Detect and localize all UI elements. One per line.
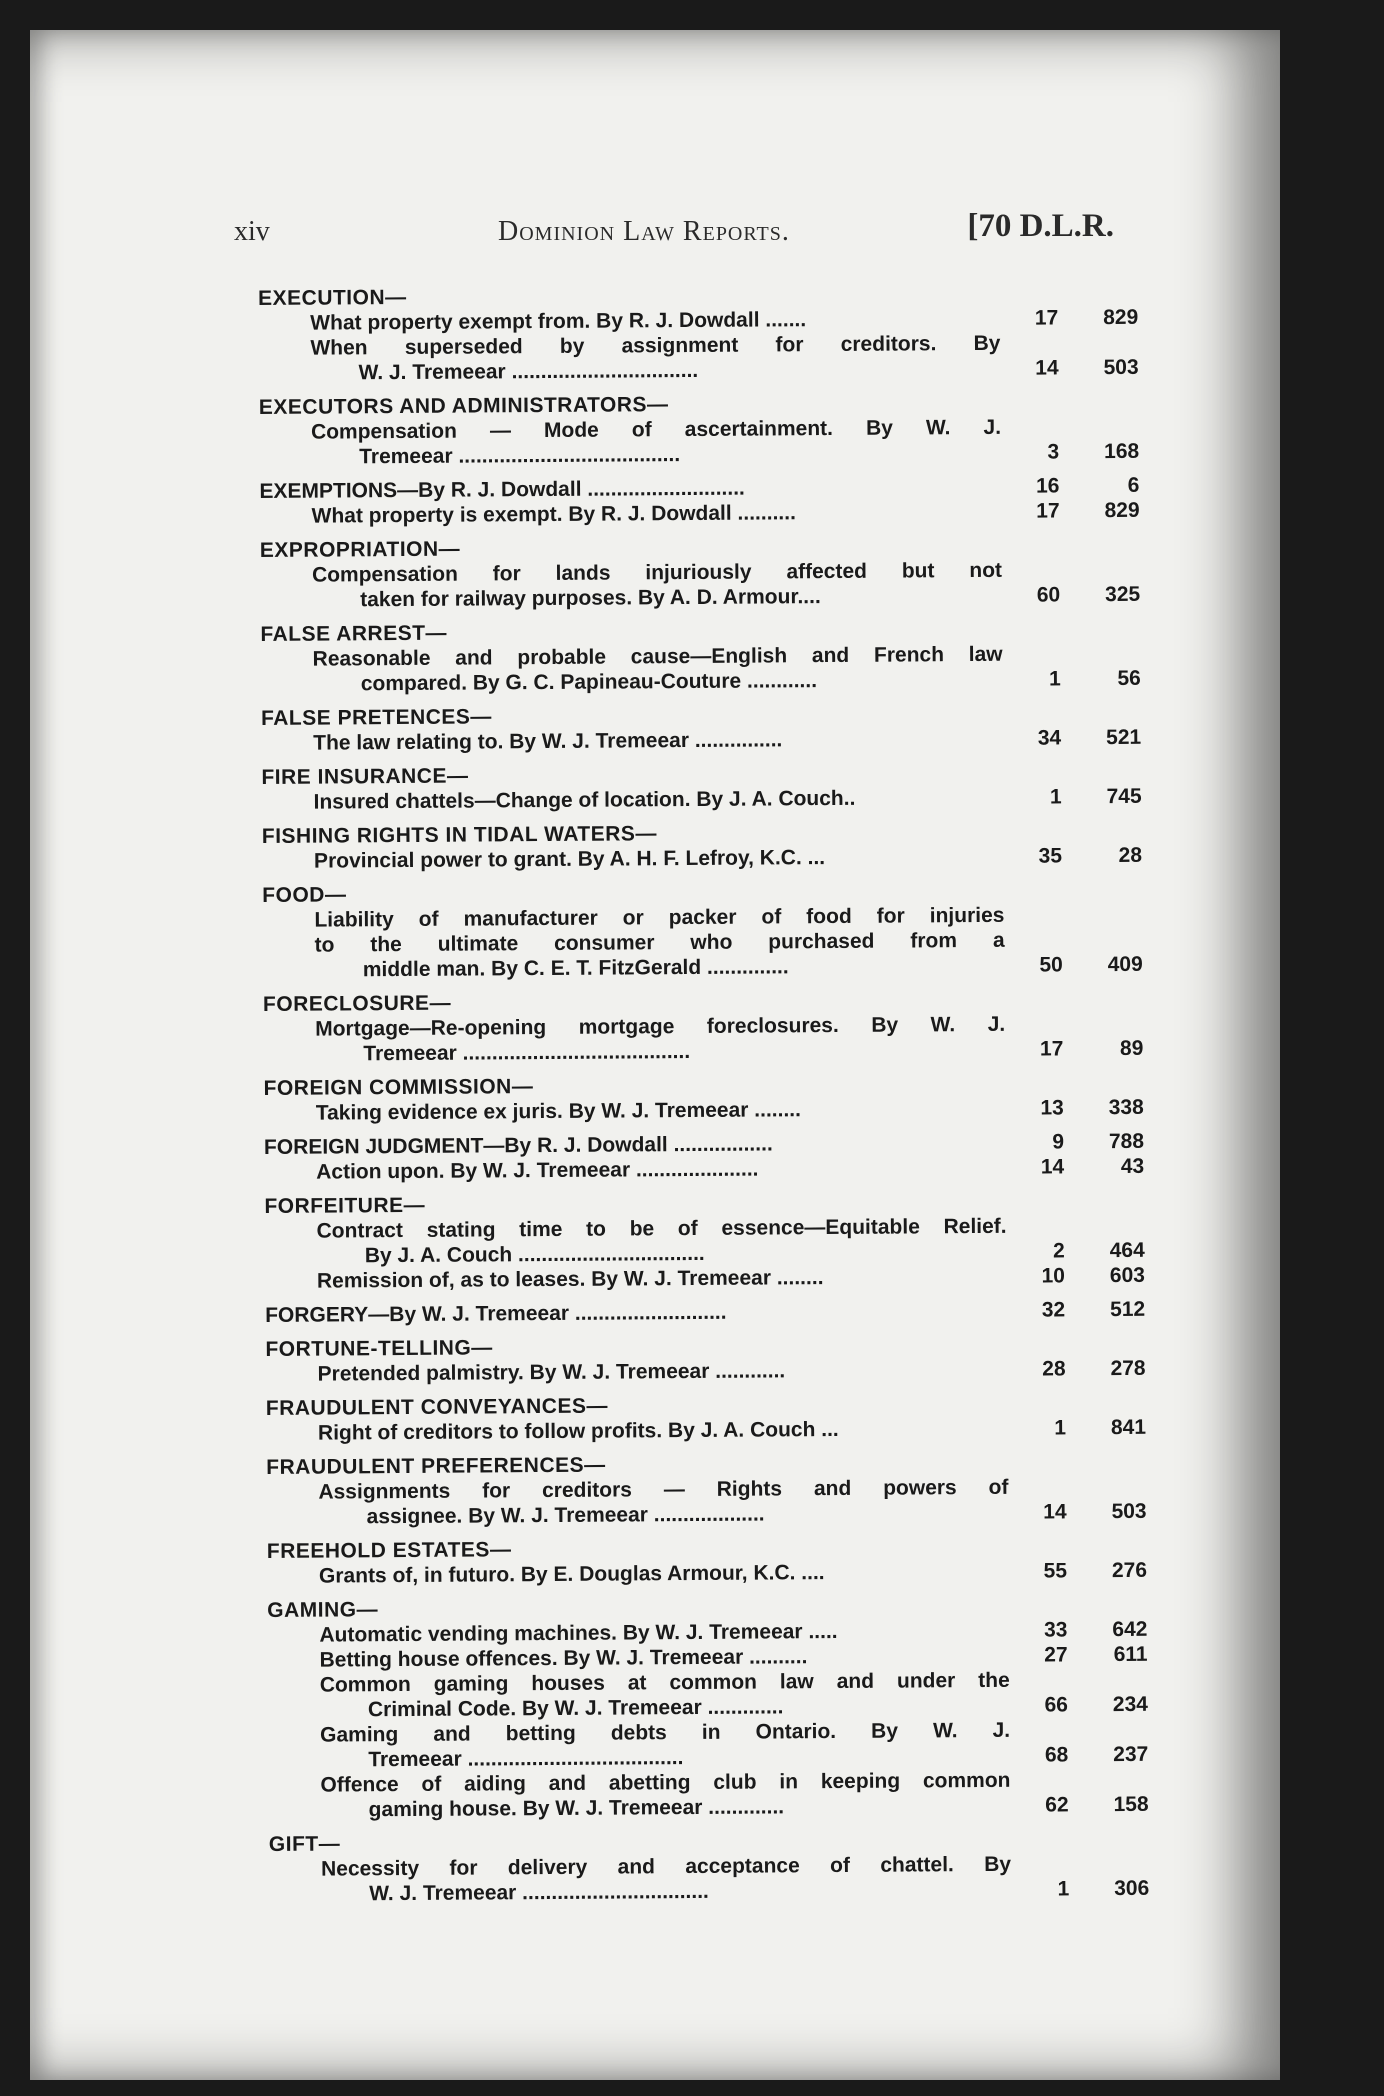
- volume-label: [70 D.L.R.: [967, 208, 1114, 244]
- entry-row: [264, 1095, 1144, 1126]
- entry-text: Liability of manufacturer or packer of food for injuries: [314, 903, 1005, 932]
- entry-text: Tremeear .....................................: [368, 1746, 684, 1772]
- volume-number: 16: [1035, 474, 1060, 498]
- index-entry: [268, 1667, 1148, 1723]
- entry-row: [266, 1356, 1146, 1387]
- section-heading: FIRE INSURANCE—: [261, 764, 469, 789]
- section-heading: EXEMPTIONS—By R. J. Dowdall ...........................: [259, 476, 745, 503]
- entry-row: [259, 355, 1139, 386]
- entry-text: What property is exempt. By R. J. Dowdall ..........: [311, 501, 796, 528]
- entry-text: What property exempt from. By R. J. Dowdall .......: [310, 308, 807, 335]
- entry-text: assignee. By W. J. Tremeear ...................: [366, 1502, 765, 1529]
- index-entry: [262, 784, 1142, 815]
- section-heading: FOOD—: [262, 883, 347, 907]
- page-reference: 611: [1113, 1642, 1148, 1667]
- entry-row: [263, 1036, 1143, 1067]
- volume-number: 55: [1043, 1559, 1068, 1583]
- volume-number: 33: [1043, 1618, 1068, 1642]
- volume-number: 62: [1045, 1793, 1069, 1817]
- entry-row: [265, 1263, 1145, 1294]
- entry-text: Insured chattels—Change of location. By J. A. Couch..: [313, 786, 856, 814]
- index-entry: [258, 330, 1138, 386]
- entry-text: compared. By G. C. Papineau-Couture ............: [360, 669, 818, 696]
- volume-number: 10: [1041, 1264, 1066, 1288]
- entry-row: [267, 1558, 1147, 1589]
- entry-text: Compensation for lands injuriously affected but not: [311, 558, 1003, 587]
- index-entry: [266, 1356, 1146, 1387]
- section-heading: FORGERY—By W. J. Tremeear ..........................: [265, 1300, 727, 1327]
- section-heading: EXPROPRIATION—: [259, 537, 461, 562]
- entry-text: Gaming and betting debts in Ontario. By W. J.: [320, 1718, 1011, 1747]
- page-reference: 788: [1108, 1129, 1145, 1154]
- index-section: [264, 1188, 1145, 1294]
- index-section: [266, 1449, 1147, 1530]
- volume-number: 28: [1042, 1357, 1066, 1381]
- entry-row: [263, 952, 1143, 983]
- entry-row: [262, 843, 1142, 874]
- section-heading: EXECUTORS AND ADMINISTRATORS—: [258, 393, 669, 419]
- index-entry: [264, 1154, 1144, 1185]
- page-header: [234, 206, 1114, 256]
- entry-text: Right of creditors to follow profits. By J. A. Couch ...: [317, 1417, 839, 1445]
- index-section: [263, 986, 1144, 1067]
- page-reference: 464: [1109, 1238, 1145, 1263]
- page-reference: 338: [1108, 1095, 1144, 1120]
- page-reference: 829: [1103, 305, 1139, 330]
- volume-number: 60: [1036, 583, 1061, 607]
- volume-number: 9: [1052, 1130, 1065, 1154]
- section-heading: FRAUDULENT PREFERENCES—: [266, 1453, 606, 1479]
- entry-text: Criminal Code. By W. J. Tremeear .............: [367, 1695, 784, 1722]
- entry-text: By J. A. Couch ................................: [364, 1241, 705, 1268]
- entry-text: Assignments for creditors — Rights and powers of: [318, 1475, 1009, 1504]
- section-heading: FOREIGN JUDGMENT—By R. J. Dowdall .................: [263, 1132, 773, 1159]
- page-reference: 234: [1112, 1692, 1149, 1717]
- index-section: [264, 1129, 1144, 1185]
- entry-text: Automatic vending machines. By W. J. Tremeear .....: [319, 1619, 838, 1647]
- entry-text: Pretended palmistry. By W. J. Tremeear ............: [317, 1359, 786, 1386]
- page-reference: 521: [1106, 725, 1142, 750]
- volume-number: 17: [1034, 306, 1059, 330]
- page-reference: 28: [1118, 843, 1143, 868]
- page-reference: 642: [1112, 1617, 1148, 1642]
- index-section: [266, 1390, 1146, 1446]
- entry-text: to the ultimate consumer who purchased from a: [314, 928, 1005, 957]
- entry-text: Offence of aiding and abetting club in keeping common: [320, 1768, 1011, 1797]
- volume-number: 34: [1037, 726, 1062, 750]
- index-section: [260, 616, 1141, 697]
- volume-number: 17: [1039, 1037, 1064, 1061]
- section-heading: GIFT—: [268, 1832, 341, 1856]
- section-heading: FORTUNE-TELLING—: [265, 1336, 493, 1361]
- index-entry: [259, 414, 1139, 470]
- index-entry: [269, 1851, 1149, 1907]
- entry-text: Grants of, in futuro. By E. Douglas Armour, K.C. ....: [318, 1561, 825, 1588]
- section-heading: GAMING—: [267, 1598, 379, 1622]
- entry-row: [267, 1499, 1147, 1530]
- index-section: [259, 473, 1139, 529]
- volume-number: 32: [1041, 1298, 1066, 1322]
- entry-row: [266, 1415, 1146, 1446]
- entry-text: W. J. Tremeear ................................: [369, 1879, 709, 1906]
- volume-number: 13: [1040, 1096, 1064, 1120]
- page-reference: 745: [1106, 784, 1142, 809]
- entry-text: When superseded by assignment for creditors. By: [310, 331, 1001, 360]
- entry-text: Contract stating time to be of essence—Equitable Relief.: [316, 1214, 1007, 1243]
- index-section: [259, 389, 1140, 470]
- page-number: xiv: [234, 216, 270, 247]
- index-entry: [268, 1717, 1148, 1773]
- page-reference: 841: [1110, 1415, 1147, 1440]
- volume-number: 3: [1047, 440, 1060, 464]
- section-heading: FORECLOSURE—: [262, 991, 452, 1016]
- entry-text: Compensation — Mode of ascertainment. By W. J.: [310, 415, 1002, 444]
- page-reference: 503: [1111, 1499, 1147, 1524]
- index-entry: [260, 498, 1140, 529]
- running-title: Dominion Law Reports.: [498, 216, 790, 247]
- entry-row: [269, 1876, 1149, 1907]
- index-entry: [267, 1558, 1147, 1589]
- entry-row: [260, 498, 1140, 529]
- page-reference: 237: [1113, 1742, 1149, 1767]
- entry-text: Tremeear .......................................: [363, 1040, 691, 1066]
- entry-row: [261, 666, 1141, 697]
- index-section: [261, 759, 1141, 815]
- index-entry: [262, 843, 1142, 874]
- volume-number: 2: [1052, 1239, 1065, 1263]
- volume-number: 1: [1057, 1877, 1070, 1901]
- entry-text: The law relating to. By W. J. Tremeear ...............: [313, 728, 783, 755]
- entry-row: [264, 1154, 1144, 1185]
- section-heading: FORFEITURE—: [264, 1193, 426, 1218]
- heading-row: [265, 1297, 1145, 1328]
- volume-number: 35: [1038, 844, 1063, 868]
- index-section: [258, 280, 1139, 386]
- section-heading: FISHING RIGHTS IN TIDAL WATERS—: [261, 822, 657, 848]
- volume-number: 1: [1048, 667, 1061, 691]
- entry-text: Remission of, as to leases. By W. J. Tremeear ........: [316, 1266, 824, 1293]
- page-reference: 6: [1127, 473, 1140, 497]
- index-entry: [263, 1011, 1143, 1067]
- index-entry: [266, 1415, 1146, 1446]
- volume-number: 1: [1054, 1416, 1067, 1440]
- page-reference: 603: [1109, 1263, 1146, 1288]
- index-section: [262, 818, 1142, 874]
- entry-text: middle man. By C. E. T. FitzGerald ..............: [362, 955, 789, 982]
- index-section: [262, 877, 1143, 983]
- page-reference: 56: [1117, 666, 1141, 691]
- index-section: [261, 700, 1141, 756]
- entry-text: Provincial power to grant. By A. H. F. Lefroy, K.C. ...: [313, 846, 826, 873]
- index-section: [265, 1331, 1145, 1387]
- volume-number: 14: [1040, 1155, 1065, 1179]
- section-heading: EXECUTION—: [258, 285, 407, 310]
- entry-row: [259, 439, 1139, 470]
- index-entry: [261, 725, 1141, 756]
- volume-number: 14: [1043, 1500, 1067, 1524]
- entry-text: Common gaming houses at common law and under the: [319, 1668, 1010, 1697]
- section-heading: FALSE PRETENCES—: [260, 705, 492, 730]
- index-list: [258, 280, 1149, 1916]
- index-entry: [261, 641, 1141, 697]
- entry-text: Tremeear ......................................: [359, 443, 681, 469]
- entry-row: [260, 582, 1140, 613]
- index-entry: [268, 1767, 1148, 1823]
- page-reference: 276: [1111, 1558, 1148, 1583]
- page-reference: 829: [1104, 498, 1140, 523]
- volume-number: 50: [1039, 953, 1063, 977]
- page-reference: 409: [1107, 952, 1143, 977]
- page-reference: 158: [1113, 1792, 1149, 1817]
- entry-row: [261, 725, 1141, 756]
- volume-number: 1: [1049, 785, 1062, 809]
- entry-text: Betting house offences. By W. J. Tremeear ..........: [319, 1645, 808, 1672]
- entry-text: Action upon. By W. J. Tremeear .....................: [316, 1157, 759, 1184]
- entry-text: gaming house. By W. J. Tremeear .............: [368, 1795, 785, 1822]
- section-heading: FREEHOLD ESTATES—: [266, 1538, 512, 1563]
- page-reference: 168: [1104, 439, 1140, 464]
- section-heading: FALSE ARREST—: [260, 621, 448, 646]
- volume-number: 14: [1035, 356, 1059, 380]
- volume-number: 17: [1036, 499, 1060, 523]
- index-section: [260, 532, 1141, 613]
- section-heading: FOREIGN COMMISSION—: [263, 1075, 534, 1100]
- page-reference: 512: [1110, 1297, 1146, 1322]
- entry-text: Reasonable and probable cause—English and French law: [312, 642, 1003, 671]
- entry-text: W. J. Tremeear ................................: [358, 358, 699, 385]
- entry-row: [262, 784, 1142, 815]
- page-reference: 325: [1105, 582, 1141, 607]
- index-section: [269, 1826, 1150, 1907]
- entry-row: [269, 1792, 1149, 1823]
- page-reference: 306: [1114, 1876, 1150, 1901]
- index-section: [267, 1592, 1149, 1823]
- index-section: [267, 1533, 1147, 1589]
- index-entry: [266, 1474, 1146, 1530]
- index-entry: [262, 902, 1143, 983]
- entry-text: Necessity for delivery and acceptance of chattel. By: [320, 1852, 1012, 1881]
- index-section: [264, 1070, 1144, 1126]
- volume-number: 66: [1044, 1693, 1069, 1717]
- entry-text: Taking evidence ex juris. By W. J. Tremeear ........: [315, 1098, 802, 1125]
- index-entry: [260, 557, 1140, 613]
- page-reference: 278: [1110, 1356, 1146, 1381]
- index-entry: [264, 1095, 1144, 1126]
- index-entry: [265, 1213, 1145, 1269]
- entry-text: Mortgage—Re-opening mortgage foreclosures. By W. J.: [315, 1012, 1006, 1041]
- volume-number: 27: [1044, 1643, 1068, 1667]
- page-reference: 43: [1120, 1154, 1145, 1178]
- index-entry: [265, 1263, 1145, 1294]
- page-reference: 89: [1119, 1036, 1144, 1061]
- section-heading: FRAUDULENT CONVEYANCES—: [265, 1394, 609, 1420]
- entry-text: taken for railway purposes. By A. D. Armour....: [360, 585, 821, 612]
- index-section: [265, 1297, 1145, 1328]
- page-reference: 503: [1103, 355, 1139, 380]
- volume-number: 68: [1044, 1743, 1069, 1767]
